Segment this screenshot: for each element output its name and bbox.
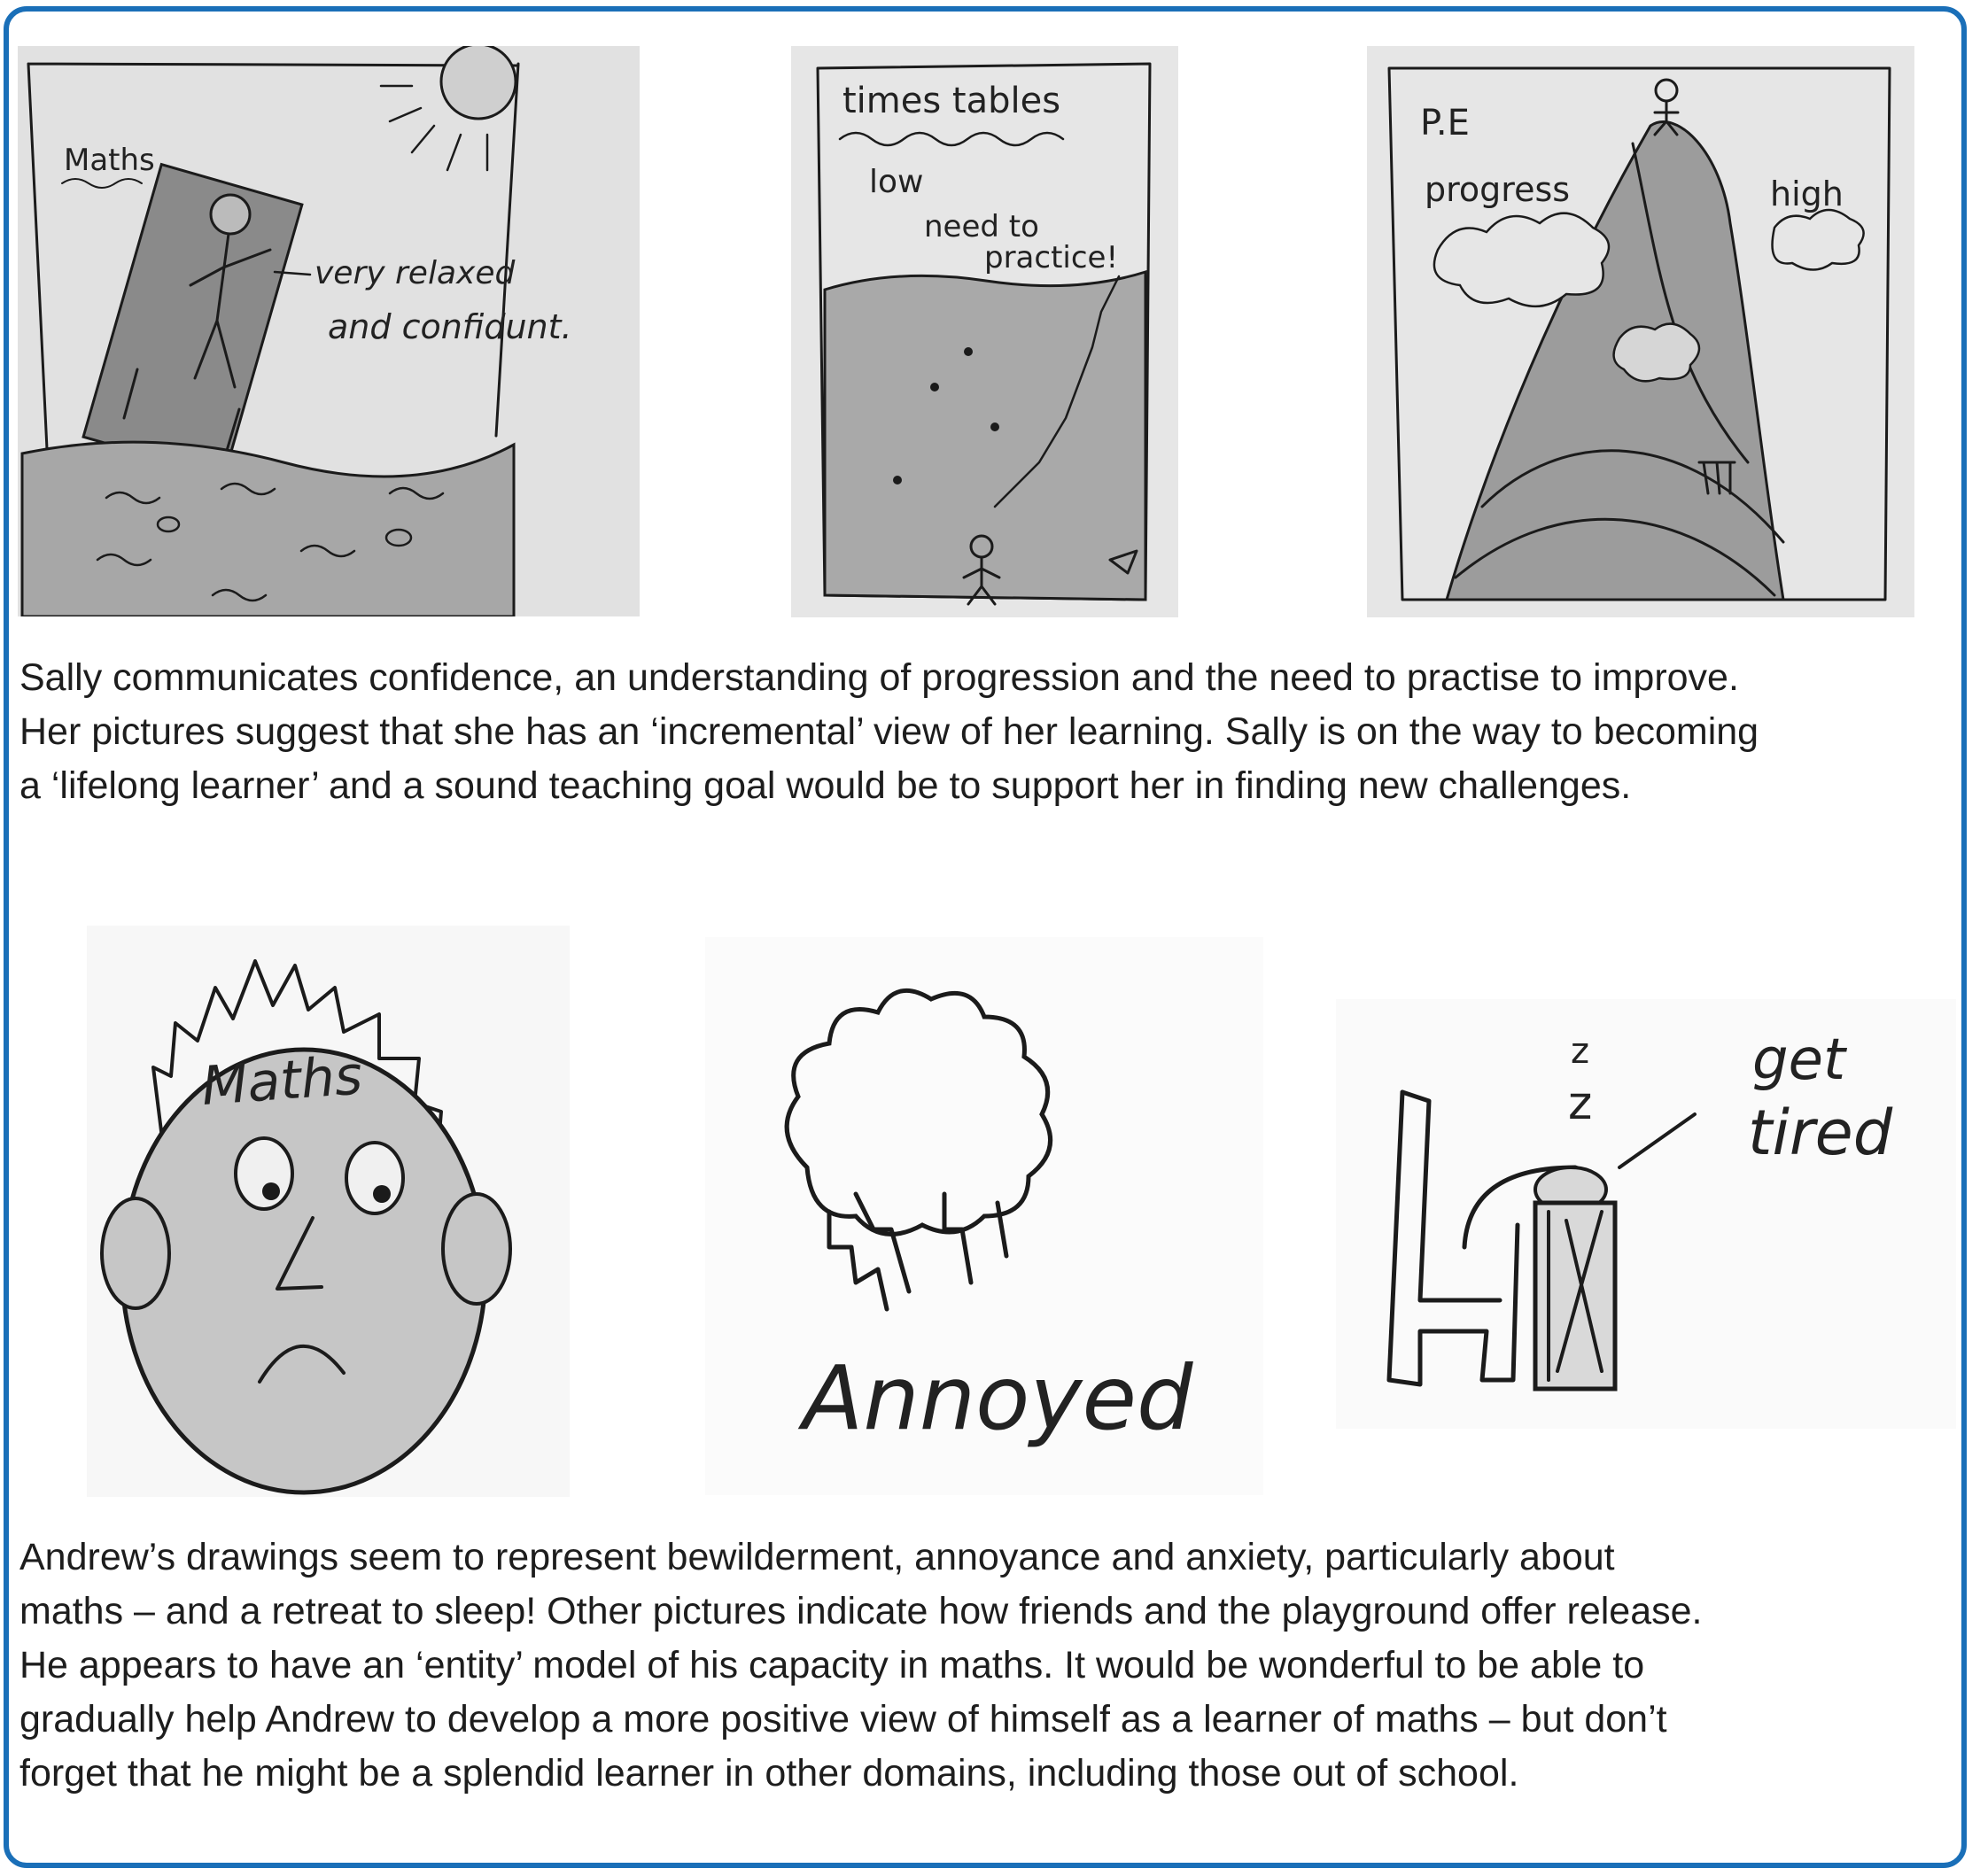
sally-caption-line-2: Her pictures suggest that she has an ‘incremental’ view of her learning. Sally is on the way to becoming (19, 710, 1759, 753)
sally-drawing-times-tables (791, 46, 1178, 617)
andrew-drawing-annoyed (705, 937, 1263, 1495)
annoyed-label: Annoyed (803, 1346, 1193, 1450)
sally-drawing-maths (18, 46, 640, 616)
pe-label: P.E (1420, 103, 1470, 143)
confident-label: and confidunt. (328, 307, 572, 346)
andrew-caption-line-1: Andrew’s drawings seem to represent bewilderment, annoyance and anxiety, particularly about (19, 1536, 1615, 1578)
practice-label: practice! (984, 240, 1119, 275)
get-label: get (1752, 1027, 1846, 1093)
sally-caption-line-3: a ‘lifelong learner’ and a sound teaching goal would be to support her in finding new challenges. (19, 764, 1632, 807)
very-relaxed-label: very relaxed (314, 255, 516, 291)
andrew-drawing-tired (1336, 999, 1956, 1429)
need-to-label: need to (924, 209, 1039, 244)
z-label-1: z (1571, 1031, 1589, 1072)
sally-caption-line-1: Sally communicates confidence, an understanding of progression and the need to practise to improve. (19, 656, 1739, 699)
maths-face-label: Maths (199, 1044, 365, 1118)
tired-label: tired (1748, 1097, 1893, 1169)
andrew-caption-line-5: forget that he might be a splendid learner in other domains, including those out of school. (19, 1752, 1519, 1795)
andrew-drawing-maths-face (87, 926, 570, 1497)
andrew-caption (19, 1531, 1951, 1801)
progress-label: progress (1425, 170, 1571, 209)
low-label: low (869, 164, 924, 200)
z-label-2: z (1568, 1077, 1593, 1130)
high-label: high (1770, 174, 1844, 213)
sally-caption (19, 651, 1951, 813)
andrew-caption-line-3: He appears to have an ‘entity’ model of his capacity in maths. It would be wonderful to be able to (19, 1644, 1645, 1686)
times-tables-label: times tables (842, 81, 1061, 121)
sally-drawing-pe (1367, 46, 1914, 617)
andrew-caption-line-2: maths – and a retreat to sleep! Other pictures indicate how friends and the playground offer release. (19, 1590, 1703, 1632)
maths-label: Maths (64, 143, 155, 178)
andrew-caption-line-4: gradually help Andrew to develop a more positive view of himself as a learner of maths – but don’t (19, 1698, 1667, 1740)
